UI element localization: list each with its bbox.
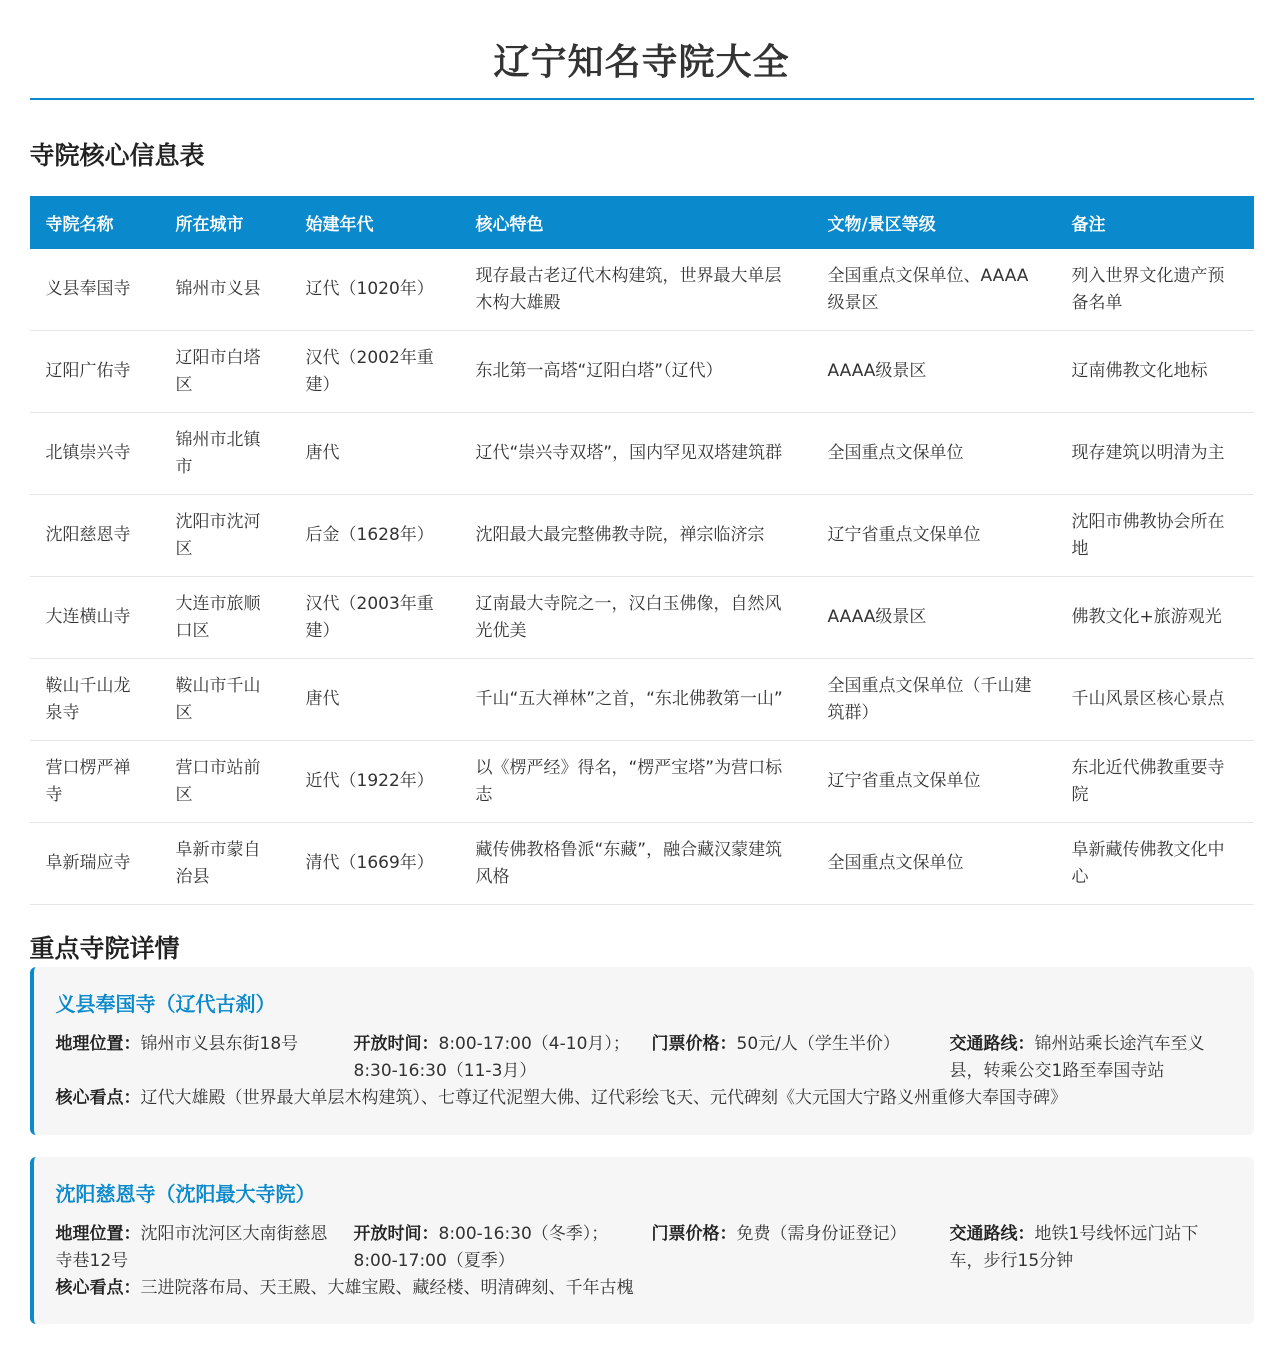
- column-header: 核心特色: [460, 196, 812, 249]
- hours-info: [354, 1031, 652, 1085]
- table-cell: 全国重点文保单位: [812, 413, 1056, 495]
- highlights-value: 辽代大雄殿（世界最大单层木构建筑）、七尊辽代泥塑大佛、辽代彩绘飞天、元代碑刻《大元国大宁路义州重修大奉国寺碑》: [140, 1088, 1067, 1108]
- table-cell: 东北近代佛教重要寺院: [1056, 741, 1254, 823]
- column-header: 寺院名称: [30, 196, 160, 249]
- table-cell: 千山“五大禅林”之首，“东北佛教第一山”: [460, 659, 812, 741]
- transport-label: 交通路线：: [949, 1224, 1035, 1244]
- table-cell: 近代（1922年）: [290, 741, 460, 823]
- table-cell: 辽代（1020年）: [290, 249, 460, 331]
- table-cell: 阜新瑞应寺: [30, 823, 160, 905]
- table-cell: 清代（1669年）: [290, 823, 460, 905]
- location-value: 锦州市义县东街18号: [140, 1034, 299, 1054]
- table-row: [30, 331, 1254, 413]
- transport-info: [950, 1221, 1232, 1275]
- table-cell: 义县奉国寺: [30, 249, 160, 331]
- table-cell: 辽南最大寺院之一，汉白玉佛像，自然风光优美: [460, 577, 812, 659]
- table-cell: 现存建筑以明清为主: [1056, 413, 1254, 495]
- transport-value: 锦州站乘长途汽车至义县，转乘公交1路至奉国寺站: [949, 1034, 1205, 1081]
- table-cell: 阜新藏传佛教文化中心: [1056, 823, 1254, 905]
- page: [27, 0, 1254, 1324]
- table-cell: 辽宁省重点文保单位: [812, 495, 1056, 577]
- transport-info: [950, 1031, 1232, 1085]
- table-cell: AAAA级景区: [812, 331, 1056, 413]
- table-cell: 沈阳慈恩寺: [30, 495, 160, 577]
- ticket-value: 50元/人（学生半价）: [736, 1034, 900, 1054]
- table-cell: 大连横山寺: [30, 577, 160, 659]
- table-cell: 阜新市蒙自治县: [160, 823, 290, 905]
- table-cell: 锦州市北镇市: [160, 413, 290, 495]
- highlights-info: [56, 1085, 1232, 1112]
- title-divider: [30, 98, 1254, 100]
- highlights-label: 核心看点：: [55, 1278, 141, 1298]
- location-value: 沈阳市沈河区大南街慈恩寺巷12号: [55, 1224, 328, 1271]
- table-cell: 锦州市义县: [160, 249, 290, 331]
- ticket-value: 免费（需身份证登记）: [736, 1224, 907, 1244]
- table-row: [30, 741, 1254, 823]
- table-header-row: [30, 196, 1254, 249]
- highlights-value: 三进院落布局、天王殿、大雄宝殿、藏经楼、明清碑刻、千年古槐: [140, 1278, 634, 1298]
- transport-value: 地铁1号线怀远门站下车，步行15分钟: [949, 1224, 1199, 1271]
- ticket-label: 门票价格：: [651, 1224, 737, 1244]
- column-header: 始建年代: [290, 196, 460, 249]
- table-cell: 汉代（2003年重建）: [290, 577, 460, 659]
- table-cell: 东北第一高塔“辽阳白塔”（辽代）: [460, 331, 812, 413]
- card-title: 沈阳慈恩寺（沈阳最大寺院）: [55, 1182, 316, 1206]
- table-cell: AAAA级景区: [812, 577, 1056, 659]
- location-info: [56, 1221, 354, 1275]
- table-cell: 沈阳市佛教协会所在地: [1056, 495, 1254, 577]
- ticket-label: 门票价格：: [651, 1034, 737, 1054]
- hours-label: 开放时间：: [353, 1224, 439, 1244]
- ticket-info: [652, 1031, 950, 1085]
- card-title: 义县奉国寺（辽代古刹）: [55, 992, 276, 1016]
- ticket-info: [652, 1221, 950, 1275]
- table-cell: 北镇崇兴寺: [30, 413, 160, 495]
- table-cell: 沈阳最大最完整佛教寺院，禅宗临济宗: [460, 495, 812, 577]
- page-title: 辽宁知名寺院大全: [493, 42, 790, 83]
- table-cell: 营口楞严禅寺: [30, 741, 160, 823]
- hours-value: 8:00-16:30（冬季）；8:00-17:00（夏季）: [353, 1224, 609, 1271]
- table-cell: 沈阳市沈河区: [160, 495, 290, 577]
- column-header: 文物/景区等级: [812, 196, 1056, 249]
- table-cell: 现存最古老辽代木构建筑，世界最大单层木构大雄殿: [460, 249, 812, 331]
- table-cell: 唐代: [290, 659, 460, 741]
- table-row: [30, 577, 1254, 659]
- table-cell: 列入世界文化遗产预备名单: [1056, 249, 1254, 331]
- card-info-grid: [56, 1031, 1232, 1085]
- table-cell: 千山风景区核心景点: [1056, 659, 1254, 741]
- table-cell: 后金（1628年）: [290, 495, 460, 577]
- table-cell: 汉代（2002年重建）: [290, 331, 460, 413]
- table-cell: 以《楞严经》得名，“楞严宝塔”为营口标志: [460, 741, 812, 823]
- table-cell: 全国重点文保单位: [812, 823, 1056, 905]
- column-header: 备注: [1056, 196, 1254, 249]
- column-header: 所在城市: [160, 196, 290, 249]
- table-cell: 全国重点文保单位、AAAA级景区: [812, 249, 1056, 331]
- table-cell: 辽阳广佑寺: [30, 331, 160, 413]
- transport-label: 交通路线：: [949, 1034, 1035, 1054]
- highlights-info: [56, 1275, 1232, 1302]
- table-row: [30, 823, 1254, 905]
- table-cell: 辽代“崇兴寺双塔”，国内罕见双塔建筑群: [460, 413, 812, 495]
- location-label: 地理位置：: [55, 1034, 141, 1054]
- table-cell: 全国重点文保单位（千山建筑群）: [812, 659, 1056, 741]
- highlights-label: 核心看点：: [55, 1088, 141, 1108]
- detail-section-title: 重点寺院详情: [29, 934, 180, 963]
- table-cell: 鞍山市千山区: [160, 659, 290, 741]
- temple-detail-card: [30, 1157, 1254, 1324]
- hours-label: 开放时间：: [353, 1034, 439, 1054]
- hours-info: [354, 1221, 652, 1275]
- table-section-title: 寺院核心信息表: [29, 141, 205, 170]
- table-cell: 辽阳市白塔区: [160, 331, 290, 413]
- temple-detail-card: [30, 967, 1254, 1135]
- table-cell: 营口市站前区: [160, 741, 290, 823]
- card-info-grid: [56, 1221, 1232, 1275]
- table-cell: 辽南佛教文化地标: [1056, 331, 1254, 413]
- location-info: [56, 1031, 354, 1085]
- table-row: [30, 249, 1254, 331]
- table-row: [30, 495, 1254, 577]
- table-cell: 唐代: [290, 413, 460, 495]
- table-cell: 大连市旅顺口区: [160, 577, 290, 659]
- temple-info-table: [30, 196, 1254, 905]
- table-row: [30, 413, 1254, 495]
- location-label: 地理位置：: [55, 1224, 141, 1244]
- table-row: [30, 659, 1254, 741]
- table-cell: 藏传佛教格鲁派“东藏”，融合藏汉蒙建筑风格: [460, 823, 812, 905]
- table-cell: 佛教文化+旅游观光: [1056, 577, 1254, 659]
- table-cell: 辽宁省重点文保单位: [812, 741, 1056, 823]
- hours-value: 8:00-17:00（4-10月）；8:30-16:30（11-3月）: [353, 1034, 630, 1081]
- table-cell: 鞍山千山龙泉寺: [30, 659, 160, 741]
